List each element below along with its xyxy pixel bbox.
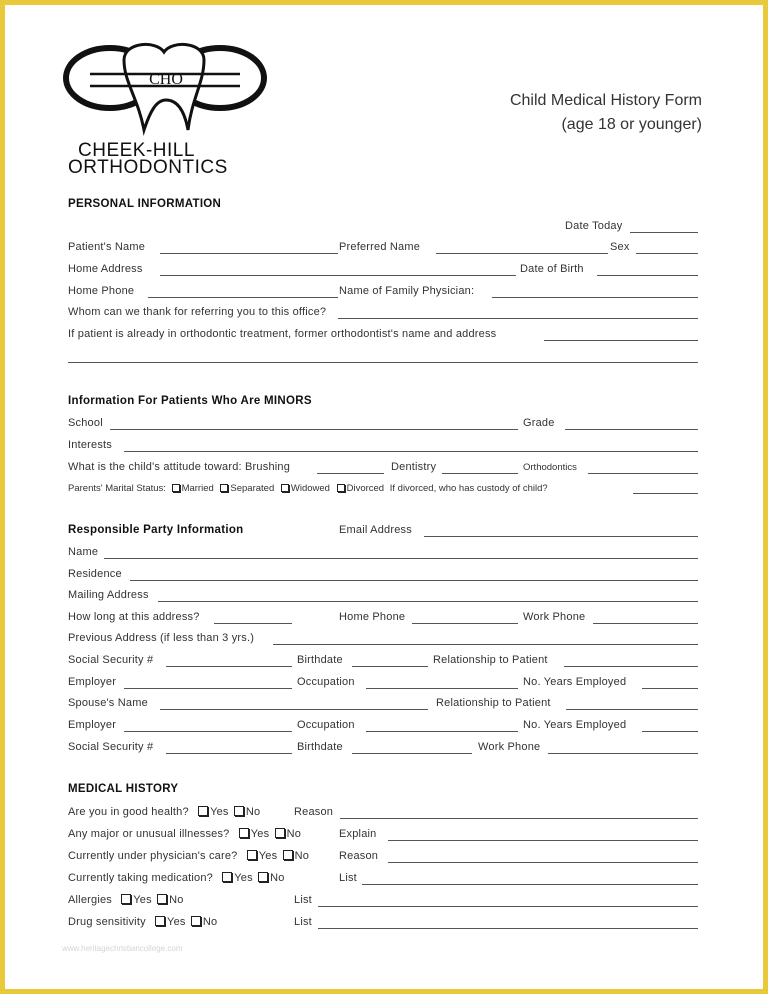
dentistry-field[interactable] [442, 473, 518, 474]
q1-field[interactable] [340, 818, 698, 819]
years-employed-field[interactable] [642, 688, 698, 689]
grade-label: Grade [523, 417, 555, 429]
spouse-name-field[interactable] [160, 709, 428, 710]
q5-row [68, 894, 184, 906]
mailing-address-field[interactable] [158, 601, 698, 602]
brand-name-line1: CHEEK-HILL [78, 140, 195, 161]
years-employed2-field[interactable] [642, 731, 698, 732]
ssn-label: Social Security # [68, 654, 154, 666]
orthodontics-label: Orthodontics [523, 462, 577, 473]
q5-field-label: List [294, 894, 312, 906]
q5-no-checkbox[interactable] [157, 894, 167, 904]
work-phone2-label: Work Phone [478, 741, 541, 753]
q6-yes-label: Yes [167, 916, 186, 928]
relationship2-field[interactable] [566, 709, 698, 710]
occupation2-label: Occupation [297, 719, 355, 731]
divorced-checkbox[interactable] [337, 484, 345, 492]
q6-label: Drug sensitivity [68, 916, 146, 928]
q5-yes-checkbox[interactable] [121, 894, 131, 904]
date-today-field[interactable] [630, 232, 698, 233]
q3-row [68, 850, 309, 862]
q6-field[interactable] [318, 928, 698, 929]
responsible-heading: Responsible Party Information [68, 524, 244, 536]
home-phone-field[interactable] [148, 297, 338, 298]
school-label: School [68, 417, 103, 429]
marital-status-row [68, 483, 548, 494]
logo-monogram: CHO [149, 71, 183, 88]
preferred-name-field[interactable] [436, 253, 608, 254]
medical-heading: MEDICAL HISTORY [68, 783, 179, 795]
custody-label: If divorced, who has custody of child? [389, 483, 548, 494]
birthdate-label: Birthdate [297, 654, 343, 666]
q3-no-label: No [294, 850, 310, 862]
date-of-birth-label: Date of Birth [520, 263, 584, 275]
years-employed2-label: No. Years Employed [523, 719, 627, 731]
attitude-brushing-label: What is the child's attitude toward: Brushing [68, 461, 291, 473]
personal-heading: PERSONAL INFORMATION [68, 198, 222, 210]
q6-no-checkbox[interactable] [191, 916, 201, 926]
home-address-field[interactable] [160, 275, 516, 276]
brand-name-line2: ORTHODONTICS [68, 157, 228, 178]
birthdate2-field[interactable] [352, 753, 472, 754]
marital-status-label: Parents' Marital Status: [68, 483, 166, 494]
q3-field-label: Reason [339, 850, 379, 862]
interests-field[interactable] [124, 451, 698, 452]
custody-field[interactable] [633, 493, 698, 494]
how-long-label: How long at this address? [68, 611, 200, 623]
previous-address-field[interactable] [273, 644, 698, 645]
rp-home-phone-field[interactable] [412, 623, 518, 624]
q3-yes-checkbox[interactable] [247, 850, 257, 860]
q1-label: Are you in good health? [68, 806, 189, 818]
married-label: Married [181, 483, 214, 494]
q2-field[interactable] [388, 840, 698, 841]
former-orthodontist-label: If patient is already in orthodontic treatment, former orthodontist's name and address [68, 328, 497, 340]
preferred-name-label: Preferred Name [339, 241, 421, 253]
q1-no-checkbox[interactable] [234, 806, 244, 816]
relationship-label: Relationship to Patient [433, 654, 548, 666]
mailing-address-label: Mailing Address [68, 589, 149, 601]
q1-no-label: No [245, 806, 261, 818]
former-orthodontist-field[interactable] [544, 340, 698, 341]
q2-yes-checkbox[interactable] [239, 828, 249, 838]
q4-no-checkbox[interactable] [258, 872, 268, 882]
q2-yes-label: Yes [250, 828, 270, 840]
q5-yes-label: Yes [133, 894, 152, 906]
spouse-name-label: Spouse's Name [68, 697, 148, 709]
minors-heading: Information For Patients Who Are MINORS [68, 395, 312, 407]
previous-address-label: Previous Address (if less than 3 yrs.) [68, 632, 255, 644]
q5-field[interactable] [318, 906, 698, 907]
q6-field-label: List [294, 916, 312, 928]
widowed-label: Widowed [290, 483, 330, 494]
employer-field[interactable] [124, 688, 292, 689]
rp-name-field[interactable] [104, 558, 698, 559]
residence-field[interactable] [130, 580, 698, 581]
employer2-field[interactable] [124, 731, 292, 732]
work-phone2-field[interactable] [548, 753, 698, 754]
watermark: www.heritagechristiancollege.com [62, 944, 183, 953]
relationship2-label: Relationship to Patient [436, 697, 551, 709]
q4-row [68, 872, 285, 884]
sex-field[interactable] [636, 253, 698, 254]
q1-field-label: Reason [294, 806, 334, 818]
ssn2-field[interactable] [166, 753, 292, 754]
q6-row [68, 916, 217, 928]
brand-logo [60, 38, 270, 178]
home-phone-label: Home Phone [68, 285, 135, 297]
q5-label: Allergies [68, 894, 112, 906]
rp-home-phone-label: Home Phone [339, 611, 406, 623]
rp-work-phone-field[interactable] [593, 623, 698, 624]
form-title: Child Medical History Form [509, 92, 702, 109]
widowed-checkbox[interactable] [281, 484, 289, 492]
q4-field[interactable] [362, 884, 698, 885]
sex-label: Sex [610, 241, 630, 253]
school-field[interactable] [110, 429, 518, 430]
q2-no-label: No [286, 828, 302, 840]
years-employed-label: No. Years Employed [523, 676, 627, 688]
q2-field-label: Explain [339, 828, 377, 840]
married-checkbox[interactable] [172, 484, 180, 492]
q4-yes-label: Yes [234, 872, 253, 884]
occupation-field[interactable] [366, 688, 518, 689]
employer-label: Employer [68, 676, 117, 688]
separated-checkbox[interactable] [220, 484, 228, 492]
family-physician-field[interactable] [492, 297, 698, 298]
divorced-label: Divorced [346, 483, 385, 494]
residence-label: Residence [68, 568, 122, 580]
form-subtitle: (age 18 or younger) [561, 116, 702, 133]
q4-yes-checkbox[interactable] [222, 872, 232, 882]
rp-work-phone-label: Work Phone [523, 611, 586, 623]
q4-label: Currently taking medication? [68, 872, 214, 884]
orthodontics-field[interactable] [588, 473, 698, 474]
q3-no-checkbox[interactable] [283, 850, 293, 860]
referral-label: Whom can we thank for referring you to this office? [68, 306, 327, 318]
patient-name-label: Patient's Name [68, 241, 146, 253]
brushing-field[interactable] [317, 473, 384, 474]
q2-label: Any major or unusual illnesses? [68, 828, 230, 840]
rp-name-label: Name [68, 546, 99, 558]
home-address-label: Home Address [68, 263, 143, 275]
q3-label: Currently under physician's care? [68, 850, 238, 862]
q1-yes-label: Yes [210, 806, 229, 818]
interests-label: Interests [68, 439, 112, 451]
family-physician-label: Name of Family Physician: [339, 285, 475, 297]
patient-name-field[interactable] [160, 253, 338, 254]
tooth-logo-icon [60, 38, 270, 138]
former-orthodontist-field-line2[interactable] [68, 362, 698, 363]
ssn-field[interactable] [166, 666, 292, 667]
q1-yes-checkbox[interactable] [198, 806, 208, 816]
q6-no-label: No [202, 916, 218, 928]
email-field[interactable] [424, 536, 698, 537]
email-label: Email Address [339, 524, 412, 536]
birthdate-field[interactable] [352, 666, 428, 667]
occupation2-field[interactable] [366, 731, 518, 732]
grade-field[interactable] [565, 429, 698, 430]
separated-label: Separated [230, 483, 275, 494]
q3-yes-label: Yes [258, 850, 278, 862]
referral-field[interactable] [338, 318, 698, 319]
date-of-birth-field[interactable] [597, 275, 698, 276]
q2-row [68, 828, 301, 840]
occupation-label: Occupation [297, 676, 355, 688]
q3-field[interactable] [388, 862, 698, 863]
q1-row [68, 806, 260, 818]
dentistry-label: Dentistry [391, 461, 437, 473]
q6-yes-checkbox[interactable] [155, 916, 165, 926]
relationship-field[interactable] [564, 666, 698, 667]
date-today-label: Date Today [565, 220, 623, 232]
ssn2-label: Social Security # [68, 741, 154, 753]
q4-no-label: No [270, 872, 285, 884]
q5-no-label: No [169, 894, 184, 906]
employer2-label: Employer [68, 719, 117, 731]
how-long-field[interactable] [214, 623, 292, 624]
q4-field-label: List [339, 872, 357, 884]
birthdate2-label: Birthdate [297, 741, 343, 753]
q2-no-checkbox[interactable] [275, 828, 285, 838]
